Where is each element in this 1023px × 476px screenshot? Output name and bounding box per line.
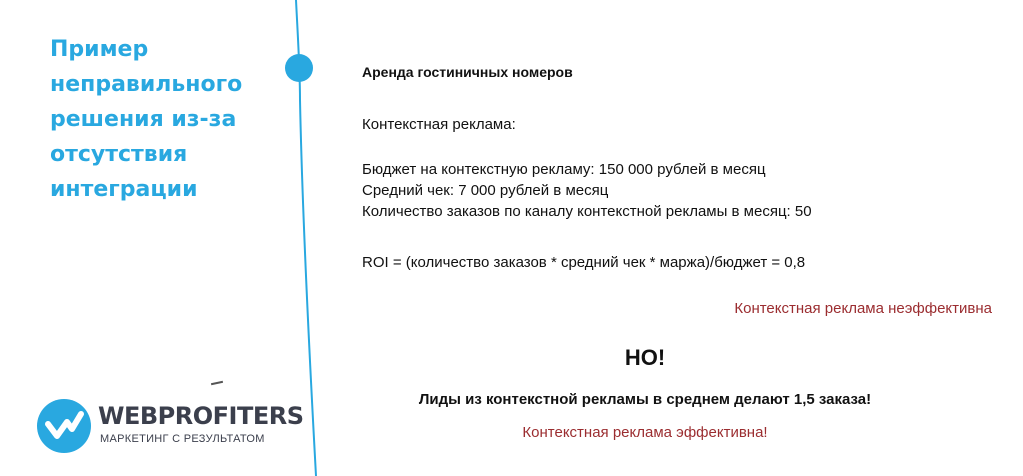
fact-budget: Бюджет на контекстную рекламу: 150 000 рублей в месяц bbox=[362, 161, 766, 178]
leads-statement: Лиды из контекстной рекламы в среднем делают 1,5 заказа! bbox=[418, 391, 872, 408]
checkmark-logo-icon bbox=[36, 398, 92, 454]
facts-list bbox=[362, 159, 812, 222]
verdict-ineffective: Контекстная реклама неэффективна bbox=[734, 300, 992, 317]
but-heading: НО! bbox=[624, 345, 666, 370]
decorative-stroke bbox=[211, 381, 223, 385]
logo-name: WEBPROFITERS bbox=[98, 402, 304, 430]
slide-title: Пример неправильного решения из-за отсутствия интеграции bbox=[50, 37, 243, 202]
fact-average-check: Средний чек: 7 000 рублей в месяц bbox=[362, 182, 609, 199]
fact-orders-count: Количество заказов по каналу контекстной рекламы в месяц: 50 bbox=[362, 203, 812, 220]
logo-tagline: МАРКЕТИНГ С РЕЗУЛЬТАТОМ bbox=[100, 433, 265, 445]
verdict-effective: Контекстная реклама эффективна! bbox=[522, 424, 768, 441]
section-label: Контекстная реклама: bbox=[362, 116, 516, 133]
timeline-node-icon bbox=[285, 54, 313, 82]
company-logo bbox=[36, 396, 304, 456]
case-heading: Аренда гостиничных номеров bbox=[362, 64, 573, 80]
roi-formula: ROI = (количество заказов * средний чек * маржа)/бюджет = 0,8 bbox=[362, 254, 806, 271]
